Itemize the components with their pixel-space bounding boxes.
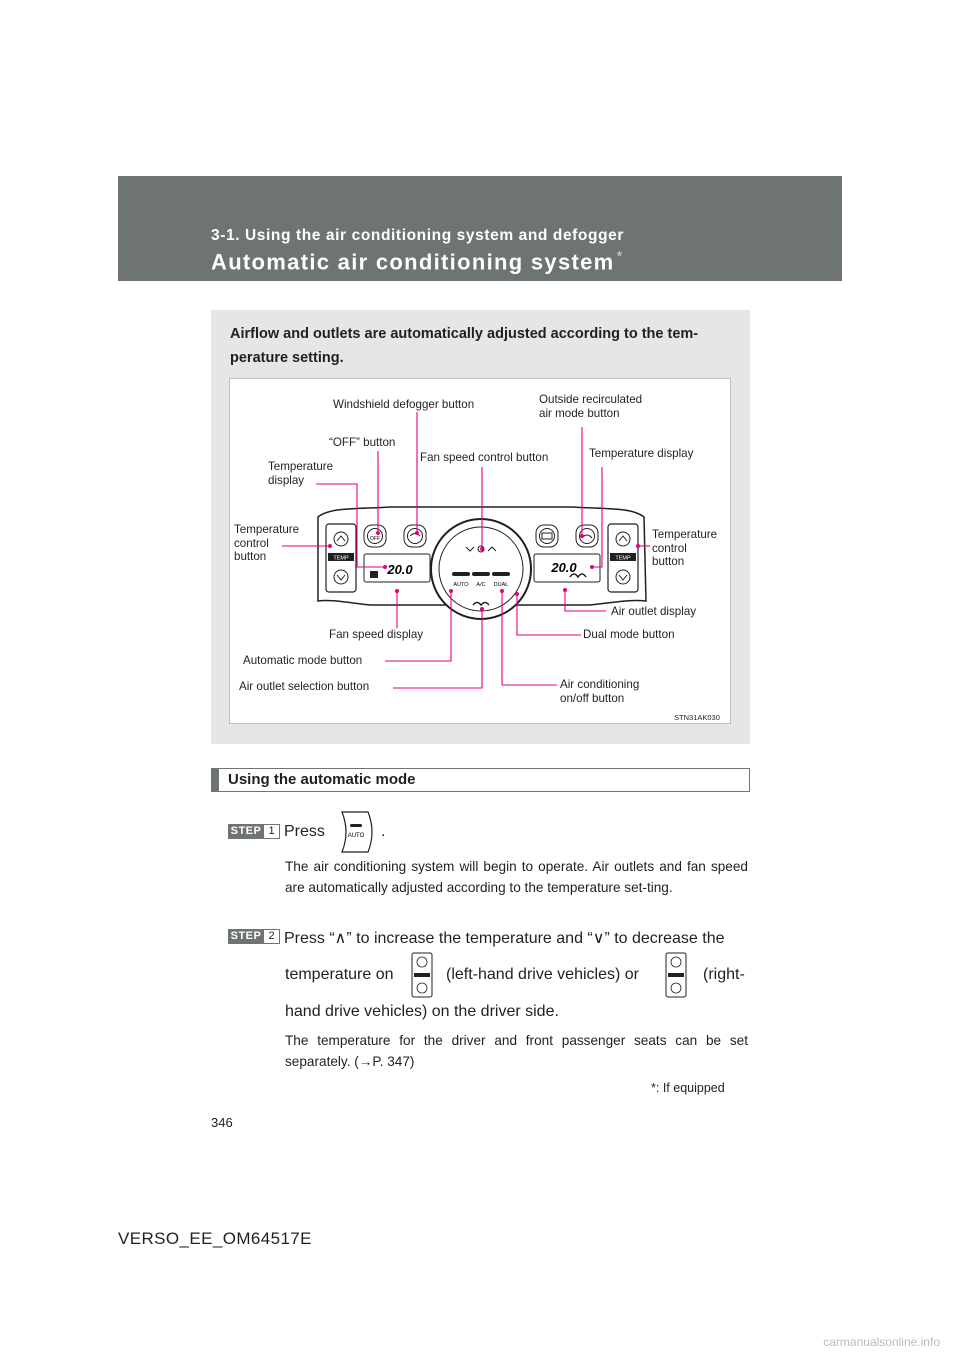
section-heading-text: Using the automatic mode bbox=[228, 771, 416, 788]
page-number: 346 bbox=[211, 1115, 233, 1130]
callout-automatic-mode: Automatic mode button bbox=[243, 654, 363, 667]
callout-air-outlet-display: Air outlet display bbox=[611, 605, 697, 618]
temp-label-right: TEMP bbox=[615, 555, 631, 562]
callout-temp-control-left-line2: control bbox=[234, 536, 269, 550]
step-1-period: . bbox=[381, 823, 386, 840]
callout-temp-control-right-line2: control bbox=[652, 541, 687, 555]
step-1-press: Press bbox=[284, 823, 325, 840]
step-2-line2b: (left-hand drive vehicles) or bbox=[446, 966, 639, 983]
page-title bbox=[211, 248, 624, 275]
step-2-detail: The temperature for the driver and front passenger seats can be set separately. (→P. 347) bbox=[285, 1033, 748, 1069]
callout-temp-control-right-line3: button bbox=[652, 555, 685, 568]
watermark: carmanualsonline.info bbox=[823, 1335, 940, 1349]
footnote bbox=[651, 1081, 725, 1095]
callout-temp-display-left-line2: display bbox=[268, 473, 305, 487]
step-2-line2a: temperature on bbox=[285, 966, 394, 983]
off-label: OFF bbox=[370, 536, 380, 542]
step-badge-number: 2 bbox=[264, 929, 280, 944]
display-temp-left: 20.0 bbox=[387, 562, 413, 577]
callout-outside-recirc bbox=[539, 393, 642, 420]
callout-fan-speed-display: Fan speed display bbox=[329, 628, 424, 641]
callout-ac-onoff-line2: on/off button bbox=[560, 691, 625, 705]
display-temp-right: 20.0 bbox=[551, 560, 577, 575]
intro-text: Airflow and outlets are automatically adjusted according to the tem-perature setting. bbox=[230, 326, 699, 366]
step-badge-label: STEP bbox=[228, 929, 264, 944]
temp-control-right-icon bbox=[664, 952, 688, 998]
callout-off-button: “OFF” button bbox=[329, 436, 396, 449]
temp-control-left-icon bbox=[410, 952, 434, 998]
step-badge-1 bbox=[228, 824, 280, 839]
callout-temp-control-left-line3: button bbox=[234, 550, 267, 563]
callout-temp-control-right-line1: Temperature bbox=[652, 528, 718, 541]
section-heading bbox=[211, 768, 750, 792]
section-title: 3-1. Using the air conditioning system and defogger bbox=[211, 227, 624, 244]
climate-control-diagram bbox=[229, 378, 731, 724]
auto-icon-label: AUTO bbox=[347, 833, 365, 839]
step-badge-number: 1 bbox=[264, 824, 280, 839]
callout-air-outlet-selection: Air outlet selection button bbox=[239, 680, 370, 693]
callout-temp-display-left bbox=[268, 460, 333, 487]
callout-outside-recirc-line1: Outside recirculated bbox=[539, 393, 643, 406]
dual-label: DUAL bbox=[493, 582, 509, 588]
page-title-text: Automatic air conditioning system bbox=[211, 249, 615, 275]
callout-temp-control-right bbox=[652, 528, 717, 569]
step-2-line2c: (right- bbox=[703, 966, 745, 983]
callout-windshield-defogger: Windshield defogger button bbox=[333, 398, 475, 411]
ac-label: A/C bbox=[476, 582, 486, 588]
temp-label-left: TEMP bbox=[333, 555, 349, 562]
step-badge-2 bbox=[228, 929, 280, 944]
callout-ac-onoff-line1: Air conditioning bbox=[560, 678, 640, 691]
callout-temp-display-left-line1: Temperature bbox=[268, 460, 334, 473]
asterisk-mark: * bbox=[651, 1081, 656, 1095]
callout-temp-control-left bbox=[234, 523, 299, 564]
auto-label: AUTO bbox=[453, 582, 469, 588]
callout-temp-display-right: Temperature display bbox=[589, 447, 694, 460]
footnote-text: : If equipped bbox=[655, 1081, 725, 1095]
callout-fan-speed-control: Fan speed control button bbox=[420, 451, 549, 464]
section-heading-bar bbox=[212, 769, 219, 791]
asterisk-mark: * bbox=[616, 248, 624, 265]
figure-code: STN31AK030 bbox=[674, 713, 720, 722]
step-badge-label: STEP bbox=[228, 824, 264, 839]
callout-dual-mode: Dual mode button bbox=[583, 628, 675, 641]
step-2-line1: Press “∧” to increase the temperature and “∨” to decrease the bbox=[284, 930, 725, 947]
step-2-line3: hand drive vehicles) on the driver side. bbox=[285, 1003, 559, 1020]
auto-button-icon bbox=[338, 810, 378, 854]
document-code: VERSO_EE_OM64517E bbox=[118, 1229, 312, 1248]
callout-outside-recirc-line2: air mode button bbox=[539, 406, 620, 420]
callout-ac-onoff bbox=[560, 678, 639, 705]
callout-temp-control-left-line1: Temperature bbox=[234, 523, 300, 536]
step-1-detail: The air conditioning system will begin to operate. Air outlets and fan speed are automatically adjusted according to the temperature set-ting. bbox=[285, 859, 748, 895]
